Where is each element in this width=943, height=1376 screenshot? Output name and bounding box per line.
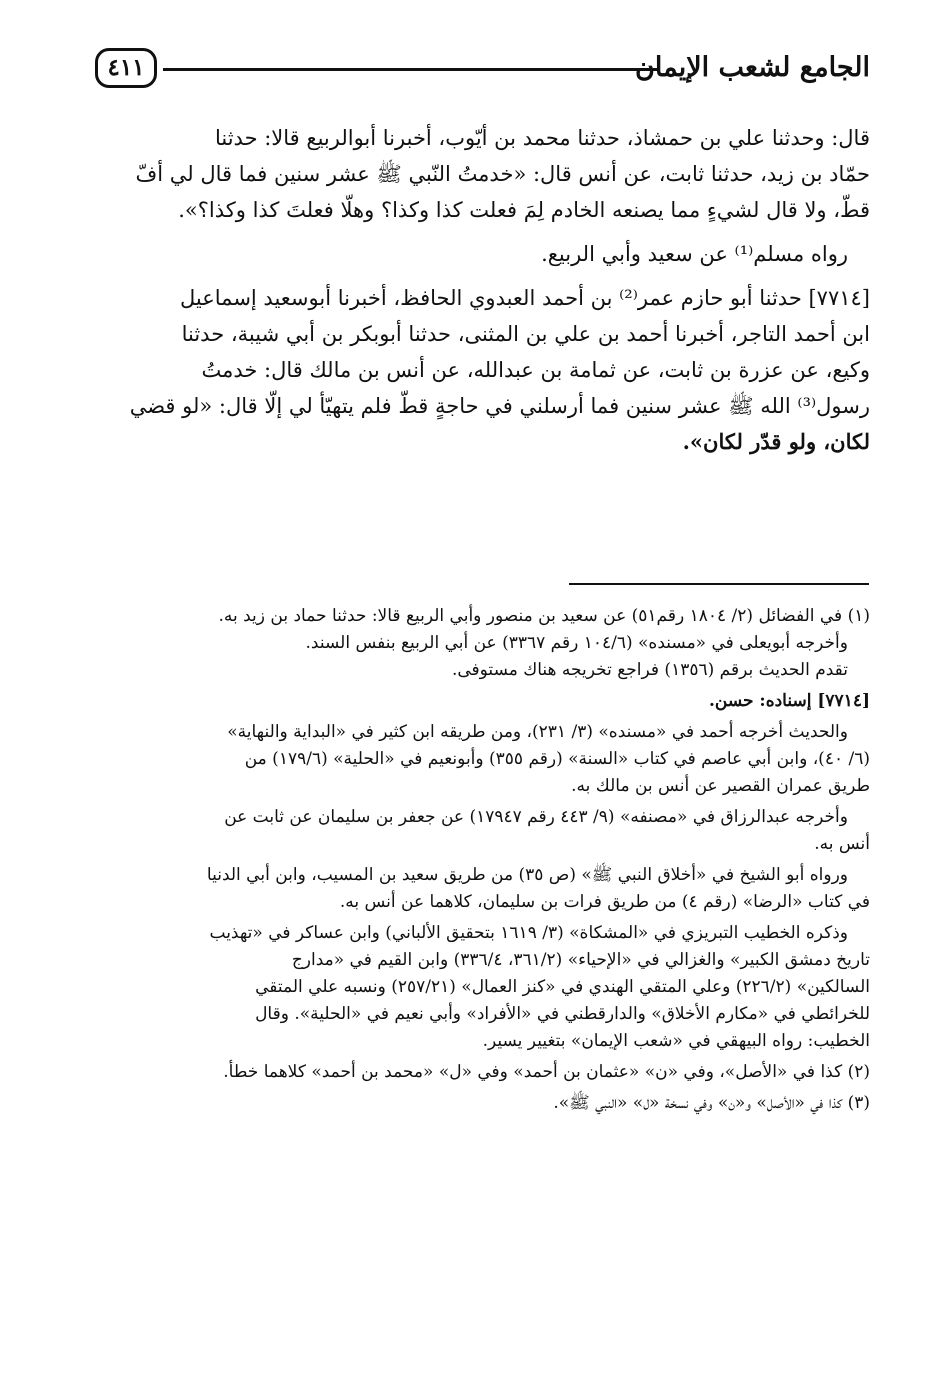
text-line: لكان، ولو قدّر لكان».	[682, 429, 870, 454]
footnote-line: في كتاب «الرضا» (رقم ٤) من طريق فرات بن سليمان، كلاهما عن أنس به.	[339, 892, 870, 912]
footnote-line: والحديث أخرجه أحمد في «مسنده» (٣/ ٢٣١)، ومن طريقه ابن كثير في «البداية والنهاية»	[227, 722, 848, 742]
footnote-line: (١) في الفضائل (٢/ ١٨٠٤ رقم٥١) عن سعيد بن منصور وأبي الربيع قالا: حدثنا حماد بن زيد به.	[218, 606, 870, 626]
footnote-separator	[569, 583, 869, 585]
footnotes	[95, 603, 870, 1121]
footnote-7714-a	[95, 719, 870, 800]
footnote-3	[95, 1090, 870, 1117]
footnote-line: وأخرجه عبدالرزاق في «مصنفه» (٩/ ٤٤٣ رقم ١٧٩٤٧) عن جعفر بن سليمان عن ثابت عن	[224, 807, 848, 827]
text-line: رسول⁽³⁾ الله ﷺ عشر سنين فما أرسلني في حاجةٍ قطّ فلم يتهيّأ لي إلّا قال: «لو قضي	[129, 394, 870, 418]
footnote-7714-head	[95, 688, 870, 715]
footnote-line: تقدم الحديث برقم (١٣٥٦) فراجع تخريجه هناك مستوفى.	[451, 660, 848, 680]
footnote-line: وذكره الخطيب التبريزي في «المشكاة» (٣/ ١٦١٩ بتحقيق الألباني) وابن عساكر في «تهذيب	[209, 923, 848, 943]
text-line: رواه مسلم⁽¹⁾ عن سعيد وأبي الربيع.	[541, 242, 848, 266]
footnote-7714-b	[95, 804, 870, 858]
footnote-7714-d	[95, 920, 870, 1055]
paragraph-2	[95, 236, 870, 272]
hadith-7714	[95, 280, 870, 460]
footnote-line: للخرائطي في «مكارم الأخلاق» والدارقطني في «الأفراد» وأبي نعيم في «الحلية». وقال	[255, 1004, 870, 1024]
footnote-1	[95, 603, 870, 684]
footnote-line: طريق عمران القصير عن أنس بن مالك به.	[571, 776, 870, 796]
footnote-line: ورواه أبو الشيخ في «أخلاق النبي ﷺ» (ص ٣٥) من طريق سعيد بن المسيب، وابن أبي الدنيا	[206, 865, 848, 885]
footnote-line: (٦/ ٤٠)، وابن أبي عاصم في كتاب «السنة» (رقم ٣٥٥) وأبونعيم في «الحلية» (١٧٩/٦) من	[244, 749, 870, 769]
text-line: وكيع، عن عزرة بن ثابت، عن ثمامة بن عبدالله، عن أنس بن مالك قال: خدمتُ	[201, 358, 870, 382]
main-text	[95, 120, 870, 468]
text-line: ابن أحمد التاجر، أخبرنا أحمد بن علي بن المثنى، حدثنا أبوبكر بن أبي شيبة، حدثنا	[181, 322, 870, 346]
footnote-7714-c	[95, 862, 870, 916]
footnote-line: السالكين» (٢٢٦/٢) وعلي المتقي الهندي في «كنز العمال» (٢٥٧/٢١) ونسبه علي المتقي	[255, 977, 870, 997]
footnote-2	[95, 1059, 870, 1086]
footnote-line: أنس به.	[814, 834, 870, 854]
page-number: ٤١١	[95, 48, 157, 88]
footnote-line: [٧٧١٤] إسناده: حسن.	[708, 691, 870, 711]
footnote-line: تاريخ دمشق الكبير» والغزالي في «الإحياء» (٣٦١/٢، ٣٣٦/٤) وابن القيم في «مدارج	[291, 950, 870, 970]
paragraph-1	[95, 120, 870, 228]
footnote-line: وأخرجه أبويعلى في «مسنده» (١٠٤/٦ رقم ٣٣٦٧) عن أبي الربيع بنفس السند.	[305, 633, 848, 653]
running-title: الجامع لشعب الإيمان	[635, 52, 870, 83]
footnote-line: الخطيب: رواه البيهقي في «شعب الإيمان» بتغيير يسير.	[482, 1031, 870, 1051]
text-line: قطّ، ولا قال لشيءٍ مما يصنعه الخادم لِمَ فعلت كذا وكذا؟ وهلّا فعلتَ كذا وكذا؟».	[178, 198, 870, 222]
page-header	[95, 40, 870, 100]
footnote-line: (٢) كذا في «الأصل»، وفي «ن» «عثمان بن أحمد» وفي «ل» «محمد بن أحمد» كلاهما خطأ.	[223, 1062, 870, 1082]
text-line: [٧٧١٤] حدثنا أبو حازم عمر⁽²⁾ بن أحمد العبدوي الحافظ، أخبرنا أبوسعيد إسماعيل	[180, 286, 870, 310]
text-line: قال: وحدثنا علي بن حمشاذ، حدثنا محمد بن أيّوب، أخبرنا أبوالربيع قالا: حدثنا	[214, 126, 870, 150]
header-rule	[163, 68, 658, 71]
text-line: حمّاد بن زيد، حدثنا ثابت، عن أنس قال: «خدمتُ النّبي ﷺ عشر سنين فما قال لي أفّ	[135, 162, 870, 186]
footnote-line: (٣) كذا في «الأصل» و«ن» وفي نسخة «ل» «النبي ﷺ».	[553, 1093, 870, 1113]
